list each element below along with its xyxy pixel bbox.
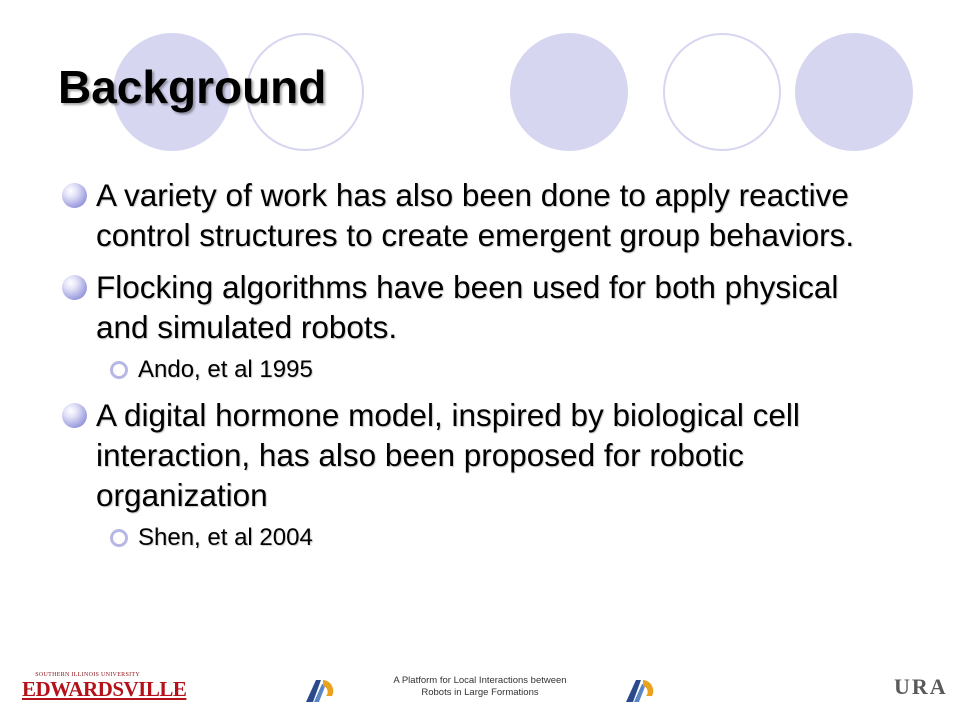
bullet-item	[60, 175, 890, 255]
bullet-text: A digital hormone model, inspired by biological cell interaction, has also been proposed for robotic organization	[96, 397, 800, 513]
bullet-list	[60, 175, 890, 563]
decorative-ring	[663, 33, 781, 151]
ura-logo: URA	[894, 674, 948, 699]
ring-bullet-icon	[110, 361, 128, 379]
siue-logo-small-text: SOUTHERN ILLINOIS UNIVERSITY	[35, 672, 140, 678]
footer-caption	[360, 675, 600, 699]
bullet-text: Flocking algorithms have been used for both physical and simulated robots.	[96, 269, 839, 345]
siue-logo	[22, 672, 187, 701]
bullet-icon	[62, 403, 87, 428]
bullet-icon	[62, 183, 87, 208]
footer-caption-line: A Platform for Local Interactions between	[393, 675, 567, 686]
decorative-circle	[795, 33, 913, 151]
siue-logo-wordmark: EDWARDSVILLE	[22, 677, 187, 701]
bullet-item	[60, 267, 890, 347]
ia-emblem-icon	[624, 676, 654, 704]
bullet-text: A variety of work has also been done to apply reactive control structures to create emergent group behaviors.	[96, 177, 855, 253]
ring-bullet-icon	[110, 529, 128, 547]
slide-title: Background	[58, 61, 327, 113]
sub-bullet-item	[60, 523, 890, 553]
bullet-icon	[62, 275, 87, 300]
sub-bullet-text: Shen, et al 2004	[138, 524, 313, 551]
decorative-circle	[510, 33, 628, 151]
sub-bullet-item	[60, 355, 890, 385]
sub-bullet-text: Ando, et al 1995	[138, 356, 313, 383]
ia-emblem-icon	[304, 676, 334, 704]
bullet-item	[60, 395, 890, 515]
footer-caption-line: Robots in Large Formations	[421, 687, 539, 698]
